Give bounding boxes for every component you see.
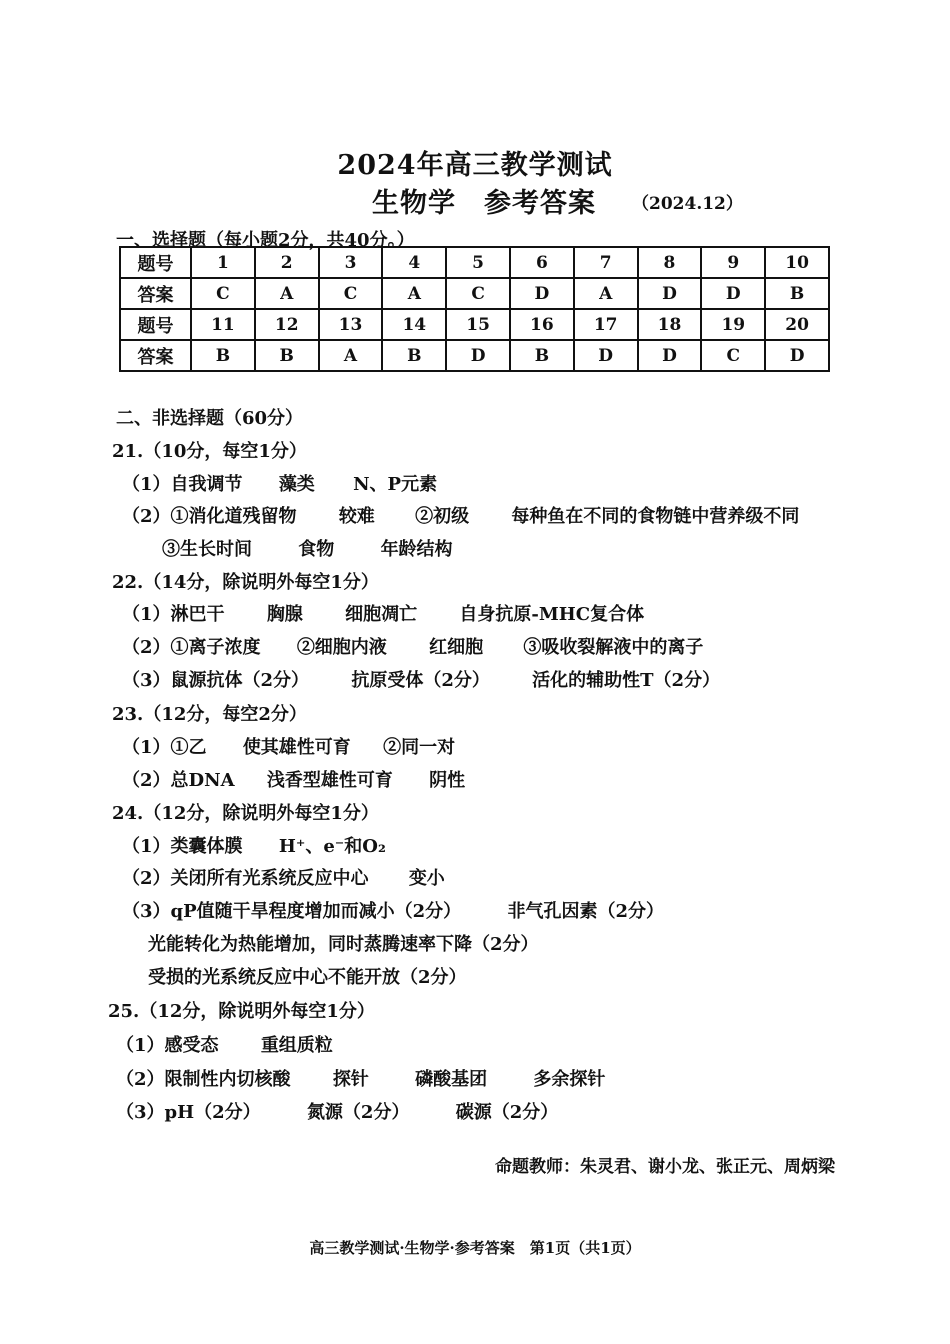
answer-text: （1）类囊体膜 [122,836,243,857]
q21-line2 [122,502,799,528]
question-number: 10 [765,247,829,278]
question-number: 7 [574,247,638,278]
answer-text: ③生长时间 [162,539,252,560]
q21-line3 [162,535,453,561]
q24-line3 [122,897,664,923]
answer-cell: D [638,340,702,371]
answer-text: 磷酸基团 [415,1069,488,1090]
answer-text: 细胞凋亡 [345,604,418,625]
answer-text: （2）总DNA [122,770,235,791]
table-row [120,247,829,278]
q21-line1 [122,470,437,496]
page-title: 2024年高三教学测试 [337,150,613,181]
q24-line1 [122,832,386,858]
question-number: 15 [446,309,510,340]
question-number: 9 [701,247,765,278]
answer-text: 红细胞 [429,637,484,658]
author-credits: 命题教师：朱灵君、谢小龙、张正元、周炳梁 [495,1157,835,1177]
answer-text: H⁺、e⁻和O₂ [278,836,386,857]
answer-text: 多余探针 [533,1069,606,1090]
answer-text: （1）自我调节 [122,474,243,495]
answer-cell: B [191,340,255,371]
answer-cell: A [255,278,319,309]
question-number: 20 [765,309,829,340]
question-number: 2 [255,247,319,278]
answer-text: 抗原受体（2分） [351,670,490,691]
answer-cell: B [510,340,574,371]
question-number: 18 [638,309,702,340]
answer-text: 较难 [338,506,375,527]
answer-text: （3）pH（2分） [116,1102,261,1123]
q21-heading: 21.（10分，每空1分） [112,441,307,462]
answer-text: ③吸收裂解液中的离子 [523,637,704,658]
answer-text: 活化的辅助性T（2分） [532,670,721,691]
answer-text: （2）关闭所有光系统反应中心 [122,868,369,889]
question-number: 6 [510,247,574,278]
question-number: 16 [510,309,574,340]
exam-date: （2024.12） [632,194,743,214]
answer-text: 重组质粒 [260,1035,333,1056]
answer-text: 氮源（2分） [306,1102,410,1123]
answer-text: 胸腺 [266,604,303,625]
row-label: 题号 [120,309,191,340]
row-label: 答案 [120,340,191,371]
answer-cell: D [510,278,574,309]
answer-cell: C [191,278,255,309]
q24-heading: 24.（12分，除说明外每空1分） [112,803,379,824]
answer-text: 非气孔因素（2分） [507,901,664,922]
answer-text: （1）淋巴干 [122,604,225,625]
row-label: 题号 [120,247,191,278]
q23-line1 [122,733,455,759]
question-number: 17 [574,309,638,340]
answer-text: ②初级 [415,506,470,527]
answer-cell: A [319,340,383,371]
q25-line2 [116,1065,605,1091]
answer-table [119,246,830,372]
page-footer: 高三教学测试·生物学·参考答案 第1页（共1页） [309,1239,641,1257]
answer-text: （2）①消化道残留物 [122,506,297,527]
answer-text: ②细胞内液 [296,637,387,658]
answer-text: 阴性 [429,770,466,791]
answer-text: 自身抗原-MHC复合体 [459,604,645,625]
answer-text: （1）感受态 [116,1035,219,1056]
q25-line1 [116,1031,333,1057]
q22-line1 [122,600,644,626]
answer-text: 年龄结构 [380,539,453,560]
answer-text: （2）①离子浓度 [122,637,261,658]
answer-cell: B [382,340,446,371]
q24-line2 [122,864,445,890]
row-label: 答案 [120,278,191,309]
q22-line3 [122,666,720,692]
question-number: 8 [638,247,702,278]
question-number: 5 [446,247,510,278]
q25-line3 [116,1098,558,1124]
table-row [120,309,829,340]
answer-cell: D [765,340,829,371]
answer-text: 浅香型雄性可育 [266,770,393,791]
question-number: 14 [382,309,446,340]
q22-line2 [122,633,703,659]
answer-cell: D [574,340,638,371]
answer-cell: D [446,340,510,371]
answer-cell: A [574,278,638,309]
section1-heading: 一、选择题（每小题2分，共40分。） [116,230,415,251]
answer-text: ②同一对 [383,737,456,758]
answer-text: 食物 [298,539,335,560]
answer-text: 变小 [408,868,445,889]
q22-heading: 22.（14分，除说明外每空1分） [112,572,379,593]
section2-heading: 二、非选择题（60分） [116,408,304,429]
answer-cell: C [446,278,510,309]
answer-cell: C [319,278,383,309]
answer-text: 探针 [332,1069,369,1090]
q23-heading: 23.（12分，每空2分） [112,704,307,725]
question-number: 3 [319,247,383,278]
answer-cell: B [765,278,829,309]
q25-heading: 25.（12分，除说明外每空1分） [108,1001,375,1022]
question-number: 12 [255,309,319,340]
answer-text: 使其雄性可育 [242,737,351,758]
q24-line5: 受损的光系统反应中心不能开放（2分） [148,967,467,988]
question-number: 1 [191,247,255,278]
answer-text: N、P元素 [353,474,438,495]
page-subtitle: 生物学 参考答案 [372,188,596,219]
answer-text: （3）鼠源抗体（2分） [122,670,310,691]
table-row [120,340,829,371]
table-row [120,278,829,309]
answer-text: （3）qP值随干旱程度增加而减小（2分） [122,901,462,922]
answer-text: 每种鱼在不同的食物链中营养级不同 [511,506,800,527]
answer-cell: A [382,278,446,309]
answer-cell: D [701,278,765,309]
question-number: 4 [382,247,446,278]
answer-text: （1）①乙 [122,737,207,758]
q23-line2 [122,766,465,792]
answer-cell: B [255,340,319,371]
question-number: 13 [319,309,383,340]
question-number: 19 [701,309,765,340]
answer-cell: D [638,278,702,309]
answer-text: 藻类 [278,474,315,495]
q24-line4: 光能转化为热能增加，同时蒸腾速率下降（2分） [148,934,539,955]
answer-cell: C [701,340,765,371]
answer-text: （2）限制性内切核酸 [116,1069,291,1090]
answer-text: 碳源（2分） [455,1102,559,1123]
question-number: 11 [191,309,255,340]
